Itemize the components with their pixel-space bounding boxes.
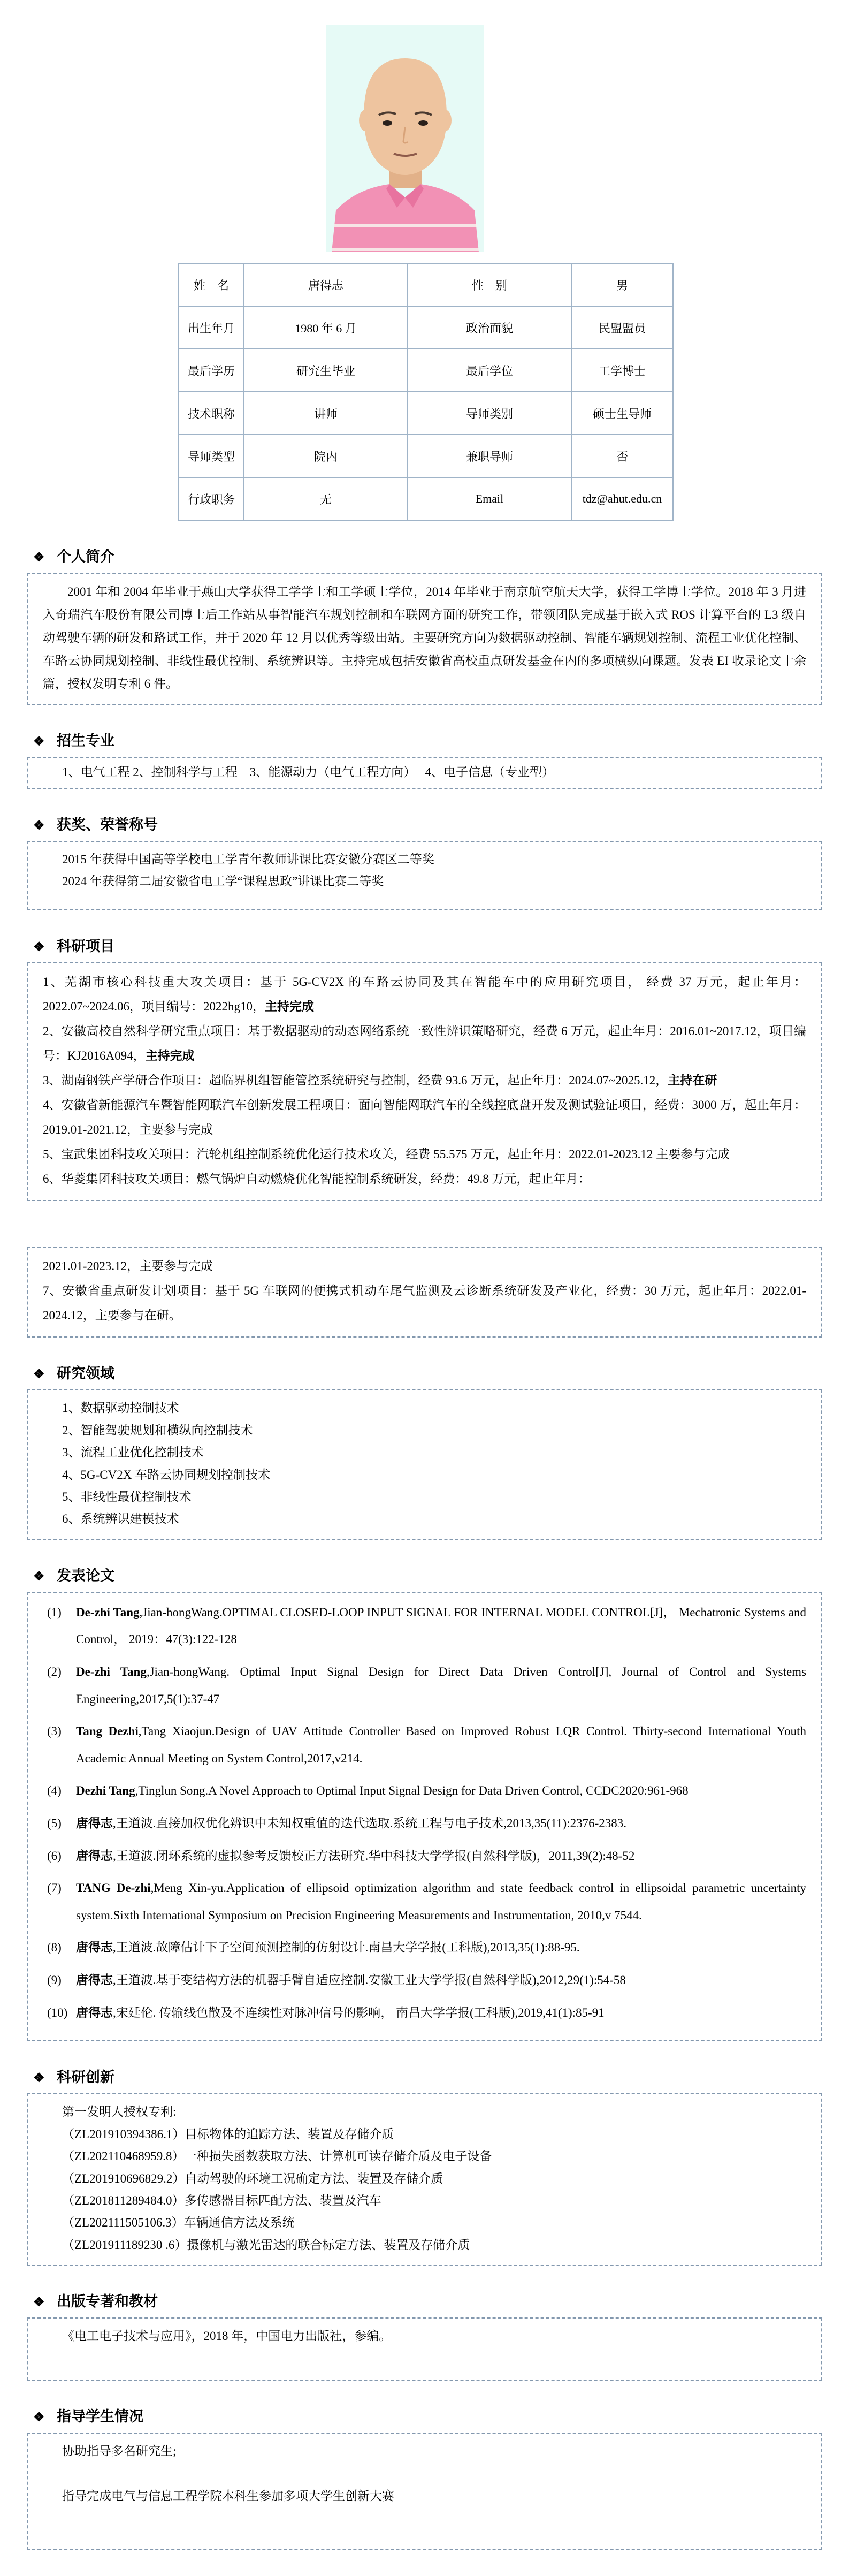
paper-number: (10) bbox=[47, 2005, 68, 2019]
paper-citation bbox=[76, 1718, 806, 1772]
info-table-row bbox=[179, 349, 673, 392]
patent-item: （ZL201910696829.2）自动驾驶的环境工况确定方法、装置及存储介质 bbox=[62, 2171, 443, 2185]
paper-first-author: 唐得志 bbox=[76, 1941, 113, 1955]
info-table-row bbox=[179, 477, 673, 520]
project-item bbox=[43, 1167, 806, 1191]
paper-number: (5) bbox=[47, 1817, 62, 1830]
research-field-item: 4、5G-CV2X 车路云协同规划控制技术 bbox=[62, 1468, 271, 1481]
paper-citation bbox=[76, 1810, 806, 1837]
info-value-cell: 硕士生导师 bbox=[571, 392, 673, 435]
innovation-box bbox=[27, 2093, 822, 2266]
profile-photo bbox=[326, 25, 484, 252]
enroll-majors-text: 1、电气工程 2、控制科学与工程 3、能源动力（电气工程方向） 4、电子信息（专业型） bbox=[62, 765, 554, 779]
paper-rest: ,Meng Xin-yu.Application of ellipsoid optimization algorithm and state feedback control in ellipsoidal parametric uncertainty system.Sixth International Symposium on Precision Engineering Measurements and Instrumentation, 2010,v 7544. bbox=[76, 1881, 806, 1922]
info-label-cell: 姓 名 bbox=[179, 263, 244, 306]
book-item: 《电工电子技术与应用》，2018 年，中国电力出版社，参编。 bbox=[62, 2329, 392, 2343]
section-title: 发表论文 bbox=[57, 1567, 114, 1584]
photo-eye bbox=[383, 120, 392, 126]
info-label-cell: Email bbox=[408, 477, 571, 520]
research-field-item: 2、智能驾驶规划和横纵向控制技术 bbox=[62, 1423, 253, 1437]
paper-item bbox=[47, 1875, 806, 1929]
paper-rest: ,王道波.故障估计下子空间预测控制的仿射设计.南昌大学学报(工科版),2013,35(1):88-95. bbox=[113, 1941, 580, 1955]
paper-citation bbox=[76, 1777, 806, 1805]
project-item bbox=[43, 1279, 806, 1328]
info-value-cell: 唐得志 bbox=[244, 263, 408, 306]
diamond-bullet-icon: ❖ bbox=[33, 940, 45, 954]
project-item bbox=[43, 1093, 806, 1142]
paper-item bbox=[47, 1843, 806, 1870]
profile-box bbox=[27, 573, 822, 705]
info-label-cell: 导师类别 bbox=[408, 392, 571, 435]
students-box bbox=[27, 2433, 822, 2550]
project-item bbox=[43, 1142, 806, 1167]
section-header bbox=[0, 2292, 849, 2311]
info-table-body bbox=[179, 263, 673, 520]
section-header bbox=[0, 1364, 849, 1383]
paper-number: (7) bbox=[47, 1881, 62, 1895]
info-value-cell: 院内 bbox=[244, 435, 408, 477]
section-research-fields bbox=[0, 1364, 849, 1540]
section-projects bbox=[0, 937, 849, 1338]
paper-rest: ,王道波.闭环系统的虚拟参考反馈校正方法研究.华中科技大学学报(自然科学版)，2011,39(2):48-52 bbox=[113, 1849, 635, 1863]
paper-first-author: De-zhi Tang bbox=[76, 1665, 147, 1679]
project-text: 1、芜湖市核心科技重大攻关项目：基于 5G-CV2X 的车路云协同及其在智能车中的应用研究项目， 经费 37 万元，起止年月：2022.07~2024.06，项目编号：2022hg10， bbox=[43, 975, 806, 1014]
info-value-cell: 讲师 bbox=[244, 392, 408, 435]
section-header bbox=[0, 548, 849, 566]
section-header bbox=[0, 732, 849, 750]
diamond-bullet-icon: ❖ bbox=[33, 735, 45, 749]
info-label-cell: 政治面貌 bbox=[408, 306, 571, 349]
info-table-row bbox=[179, 392, 673, 435]
info-value-cell: 否 bbox=[571, 435, 673, 477]
books-box bbox=[27, 2317, 822, 2381]
photo-head bbox=[364, 58, 447, 175]
project-text: 2021.01-2023.12，主要参与完成 bbox=[43, 1259, 213, 1273]
project-item bbox=[43, 1019, 806, 1068]
section-profile bbox=[0, 548, 849, 705]
enroll-box bbox=[27, 757, 822, 788]
info-label-cell: 性 别 bbox=[408, 263, 571, 306]
info-value-cell: 民盟盟员 bbox=[571, 306, 673, 349]
research-field-item: 3、流程工业优化控制技术 bbox=[62, 1446, 204, 1460]
info-label-cell: 最后学历 bbox=[179, 349, 244, 392]
paper-number: (8) bbox=[47, 1941, 62, 1955]
paper-item bbox=[47, 1810, 806, 1837]
info-table-row bbox=[179, 435, 673, 477]
project-text: 4、安徽省新能源汽车暨智能网联汽车创新发展工程项目：面向智能网联汽车的全线控底盘开发及测试验证项目，经费：3000 万，起止年月：2019.01-2021.12，主要参与完成 bbox=[43, 1098, 807, 1137]
project-text: 5、宝武集团科技攻关项目：汽轮机组控制系统优化运行技术攻关，经费 55.575 万元，起止年月：2022.01-2023.12 主要参与完成 bbox=[43, 1148, 730, 1161]
paper-rest: ,Jian-hongWang. Optimal Input Signal Design for Direct Data Driven Control[J], Journal of Control and Systems Engineering,2017,5(1):37-47 bbox=[76, 1665, 806, 1706]
section-title: 出版专著和教材 bbox=[57, 2293, 158, 2310]
section-header bbox=[0, 1567, 849, 1585]
paper-rest: ,Tinglun Song.A Novel Approach to Optimal Input Signal Design for Data Driven Control, CCDC2020:961-968 bbox=[135, 1784, 689, 1798]
paper-citation bbox=[76, 1599, 806, 1653]
paper-rest: ,Tang Xiaojun.Design of UAV Attitude Controller Based on Improved Robust LQR Control. Thirty-second International Youth Academic Annual Meeting on System Control,2017,v214. bbox=[76, 1724, 807, 1765]
paper-citation bbox=[76, 1659, 806, 1713]
section-books bbox=[0, 2292, 849, 2381]
paper-citation bbox=[76, 1843, 806, 1870]
section-header bbox=[0, 2407, 849, 2426]
diamond-bullet-icon: ❖ bbox=[33, 818, 45, 833]
award-item: 2015 年获得中国高等学校电工学青年教师讲课比赛安徽分赛区二等奖 bbox=[62, 852, 434, 866]
project-text: 3、湖南钢铁产学研合作项目：超临界机组智能管控系统研究与控制，经费 93.6 万元，起止年月：2024.07~2025.12， bbox=[43, 1074, 668, 1088]
project-text: 2、安徽高校自然科学研究重点项目：基于数据驱动的动态网络系统一致性辨识策略研究，经费 6 万元，起止年月：2016.01~2017.12，项目编号：KJ2016A094， bbox=[43, 1024, 806, 1063]
photo-shirt-stripe bbox=[332, 248, 479, 251]
info-table-row bbox=[179, 263, 673, 306]
paper-item bbox=[47, 2000, 806, 2027]
paper-rest: ,王道波.直接加权优化辨识中未知权重值的迭代选取.系统工程与电子技术,2013,35(11):2376-2383. bbox=[113, 1817, 627, 1830]
research-fields-box bbox=[27, 1389, 822, 1539]
diamond-bullet-icon: ❖ bbox=[33, 551, 45, 565]
diamond-bullet-icon: ❖ bbox=[33, 1569, 45, 1584]
awards-box bbox=[27, 841, 822, 910]
project-role: 主持完成 bbox=[264, 1000, 314, 1014]
info-label-cell: 行政职务 bbox=[179, 477, 244, 520]
section-title: 指导学生情况 bbox=[57, 2408, 143, 2425]
papers-box bbox=[27, 1592, 822, 2041]
paper-first-author: 唐得志 bbox=[76, 1817, 113, 1830]
section-enroll bbox=[0, 732, 849, 789]
section-title: 研究领域 bbox=[57, 1365, 114, 1382]
paper-item bbox=[47, 1718, 806, 1772]
section-students bbox=[0, 2407, 849, 2550]
section-papers bbox=[0, 1567, 849, 2042]
section-title: 科研项目 bbox=[57, 938, 114, 954]
patent-item: （ZL202110468959.8）一种损失函数获取方法、计算机可读存储介质及电子设备 bbox=[62, 2149, 492, 2163]
projects-box-1 bbox=[27, 962, 822, 1201]
paper-number: (6) bbox=[47, 1849, 62, 1863]
paper-number: (1) bbox=[47, 1605, 62, 1619]
personal-info-table bbox=[178, 263, 674, 521]
profile-text: 2001 年和 2004 年毕业于燕山大学获得工学学士和工学硕士学位，2014 年毕业于南京航空航天大学，获得工学博士学位。2018 年 3 月进入奇瑞汽车股份有限公司博士后工作站从事智能汽车规划控制和车联网方面的研究工作，带领团队完成基于嵌入式 ROS 计算平台的 L3 级自动驾驶车辆的研发和路试工作，并于 2020 年 12 月以优秀等级出站。主要研究方向为数据驱动控制、智能车辆规划控制、流程工业优化控制、车路云协同规划控制、非线性最优控制、系统辨识等。主持完成包括安徽省高校重点研发基金在内的多项横纵向课题。发表 EI 收录论文十余篇，授权发明专利 6 件。 bbox=[43, 585, 806, 691]
paper-first-author: 唐得志 bbox=[76, 2005, 113, 2019]
section-title: 招生专业 bbox=[57, 733, 114, 749]
award-item: 2024 年获得第二届安徽省电工学“课程思政”讲课比赛二等奖 bbox=[62, 875, 384, 888]
section-header bbox=[0, 2068, 849, 2087]
project-text: 6、华菱集团科技攻关项目：燃气锅炉自动燃烧优化智能控制系统研发，经费：49.8 万元，起止年月： bbox=[43, 1172, 591, 1186]
diamond-bullet-icon: ❖ bbox=[33, 2296, 45, 2310]
project-item bbox=[43, 970, 806, 1019]
paper-item bbox=[47, 1599, 806, 1653]
section-title: 科研创新 bbox=[57, 2069, 114, 2086]
paper-rest: ,宋廷伦. 传输线色散及不连续性对脉冲信号的影响， 南昌大学学报(工科版),2019,41(1):85-91 bbox=[113, 2005, 605, 2019]
patent-item: （ZL202111505106.3）车辆通信方法及系统 bbox=[62, 2216, 295, 2230]
projects-box-2 bbox=[27, 1247, 822, 1338]
section-title: 个人简介 bbox=[57, 549, 114, 565]
info-value-cell: 工学博士 bbox=[571, 349, 673, 392]
patent-item: （ZL201911189230 .6）摄像机与激光雷达的联合标定方法、装置及存储介质 bbox=[62, 2238, 470, 2252]
paper-first-author: Tang Dezhi bbox=[76, 1724, 139, 1738]
info-label-cell: 兼职导师 bbox=[408, 435, 571, 477]
patents-intro: 第一发明人授权专利: bbox=[62, 2105, 177, 2119]
patents-list bbox=[43, 2123, 806, 2256]
paper-first-author: Dezhi Tang bbox=[76, 1784, 135, 1798]
paper-citation bbox=[76, 1967, 806, 1994]
info-value-cell: 无 bbox=[244, 477, 408, 520]
paper-citation bbox=[76, 2000, 806, 2027]
info-label-cell: 技术职称 bbox=[179, 392, 244, 435]
info-value-cell: tdz@ahut.edu.cn bbox=[571, 477, 673, 520]
paper-first-author: 唐得志 bbox=[76, 1973, 113, 1987]
paper-citation bbox=[76, 1875, 806, 1929]
paper-number: (9) bbox=[47, 1973, 62, 1987]
info-label-cell: 最后学位 bbox=[408, 349, 571, 392]
paper-number: (3) bbox=[47, 1724, 62, 1738]
paper-rest: ,王道波.基于变结构方法的机器手臂自适应控制.安徽工业大学学报(自然科学版),2012,29(1):54-58 bbox=[113, 1973, 626, 1987]
research-field-item: 1、数据驱动控制技术 bbox=[62, 1401, 179, 1415]
student-guidance-item: 指导完成电气与信息工程学院本科生参加多项大学生创新大赛 bbox=[62, 2489, 394, 2503]
info-value-cell: 研究生毕业 bbox=[244, 349, 408, 392]
info-label-cell: 出生年月 bbox=[179, 306, 244, 349]
diamond-bullet-icon: ❖ bbox=[33, 2411, 45, 2425]
section-header bbox=[0, 816, 849, 834]
project-item bbox=[43, 1068, 806, 1093]
section-awards bbox=[0, 816, 849, 910]
info-table-row bbox=[179, 306, 673, 349]
diamond-bullet-icon: ❖ bbox=[33, 2071, 45, 2086]
paper-first-author: 唐得志 bbox=[76, 1849, 113, 1863]
paper-item bbox=[47, 1967, 806, 1994]
student-guidance-item: 协助指导多名研究生; bbox=[62, 2444, 177, 2458]
diamond-bullet-icon: ❖ bbox=[33, 1367, 45, 1382]
research-field-item: 6、系统辨识建模技术 bbox=[62, 1512, 179, 1526]
paper-citation bbox=[76, 1934, 806, 1962]
paper-item bbox=[47, 1777, 806, 1805]
project-text: 7、安徽省重点研发计划项目：基于 5G 车联网的便携式机动车尾气监测及云诊断系统研发及产业化，经费：30 万元，起止年月：2022.01-2024.12，主要参与在研。 bbox=[43, 1284, 806, 1323]
photo-area bbox=[0, 0, 849, 252]
patent-item: （ZL201910394386.1）目标物体的追踪方法、装置及存储介质 bbox=[62, 2127, 394, 2141]
info-value-cell: 男 bbox=[571, 263, 673, 306]
paper-first-author: TANG De-zhi bbox=[76, 1881, 151, 1895]
project-item bbox=[43, 1254, 806, 1279]
section-innovation bbox=[0, 2068, 849, 2266]
section-header bbox=[0, 937, 849, 956]
project-role: 主持在研 bbox=[668, 1074, 717, 1088]
info-value-cell: 1980 年 6 月 bbox=[244, 306, 408, 349]
photo-shirt-stripe bbox=[334, 224, 477, 227]
project-role: 主持完成 bbox=[145, 1049, 195, 1063]
paper-rest: ,Jian-hongWang.OPTIMAL CLOSED-LOOP INPUT SIGNAL FOR INTERNAL MODEL CONTROL[J]， Mechatronic Systems and Control， 2019：47(3):122-128 bbox=[76, 1605, 806, 1646]
section-title: 获奖、荣誉称号 bbox=[57, 816, 158, 833]
photo-eye bbox=[418, 120, 428, 126]
paper-number: (4) bbox=[47, 1784, 62, 1798]
research-field-item: 5、非线性最优控制技术 bbox=[62, 1490, 192, 1503]
patent-item: （ZL201811289484.0）多传感器目标匹配方法、装置及汽车 bbox=[62, 2193, 381, 2207]
paper-first-author: De-zhi Tang bbox=[76, 1605, 140, 1619]
info-label-cell: 导师类型 bbox=[179, 435, 244, 477]
paper-item bbox=[47, 1659, 806, 1713]
paper-item bbox=[47, 1934, 806, 1962]
page-bottom-padding bbox=[0, 2550, 849, 2576]
paper-number: (2) bbox=[47, 1665, 62, 1679]
